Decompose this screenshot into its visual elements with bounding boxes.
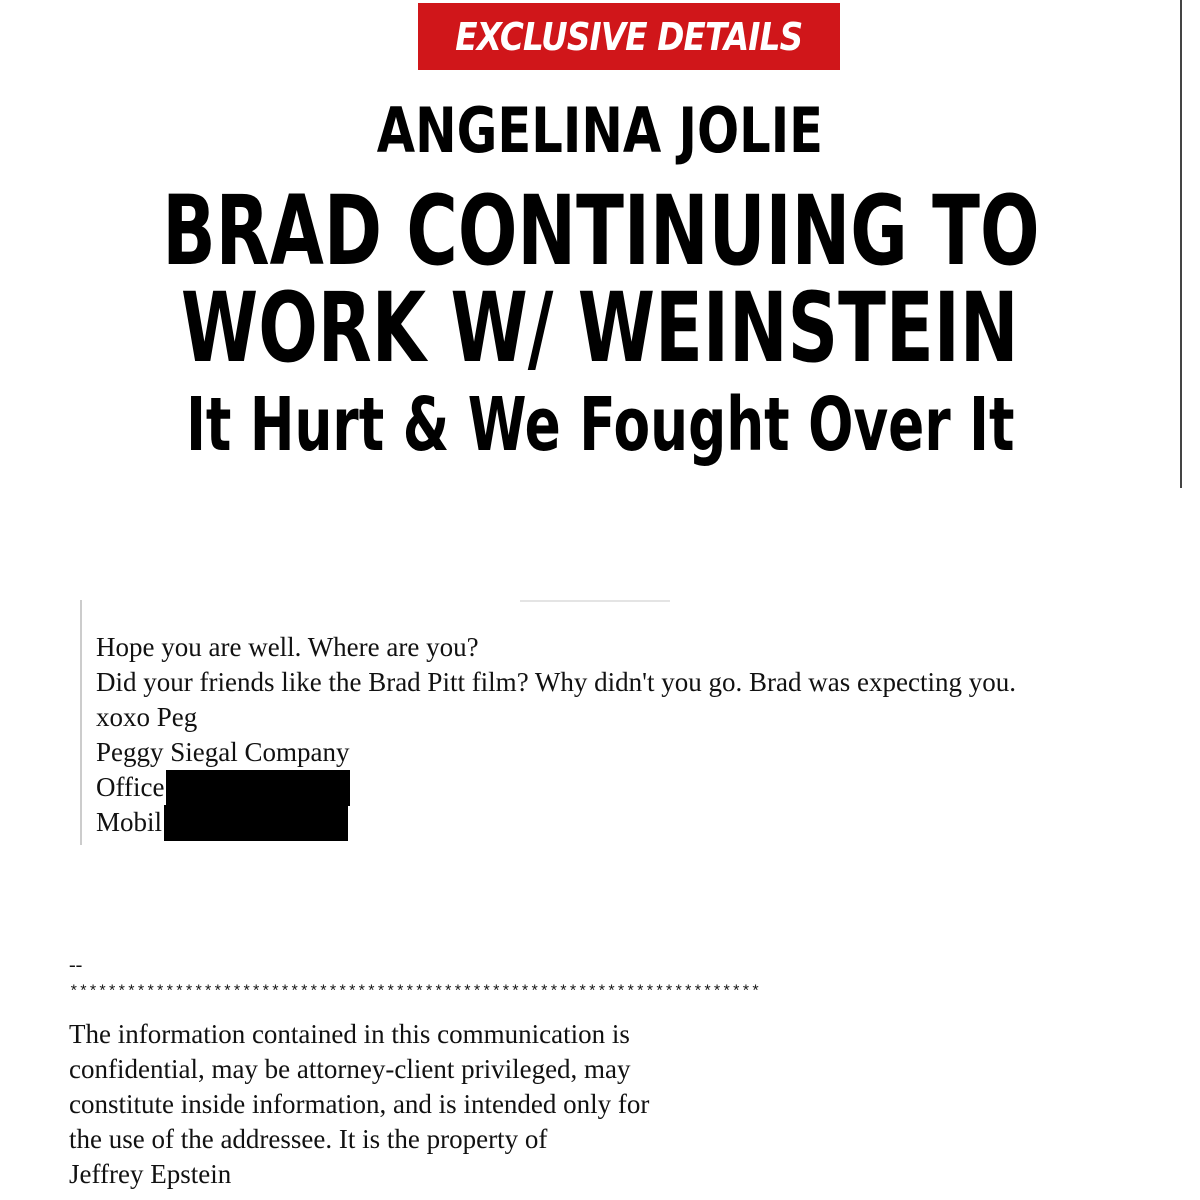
mobile-label: Mobil bbox=[96, 807, 163, 837]
badge-text: EXCLUSIVE DETAILS bbox=[455, 14, 803, 59]
headline-area bbox=[0, 0, 1200, 490]
email-line: Did your friends like the Brad Pitt film? Why didn't you go. Brad was expecting you. bbox=[96, 667, 1016, 697]
footer-line: Jeffrey Epstein bbox=[69, 1159, 232, 1189]
confidentiality-footer bbox=[69, 955, 1169, 1192]
scan-smudge bbox=[520, 600, 670, 602]
mobile-line bbox=[96, 805, 1016, 840]
exclusive-badge bbox=[418, 3, 840, 70]
headline-main-line-2 bbox=[0, 272, 1200, 384]
email-line: Peggy Siegal Company bbox=[96, 737, 350, 767]
office-redaction bbox=[166, 770, 350, 806]
headline-name-text: ANGELINA JOLIE bbox=[376, 94, 824, 167]
mobile-redaction bbox=[164, 805, 348, 841]
headline-main-line-1 bbox=[0, 175, 1200, 287]
star-separator: ************************************************************************ bbox=[69, 983, 761, 1001]
headline-subtitle bbox=[0, 382, 1200, 468]
footer-line: The information contained in this communication is bbox=[69, 1019, 630, 1049]
footer-line: constitute inside information, and is intended only for bbox=[69, 1089, 650, 1119]
email-body bbox=[96, 630, 1016, 840]
headline-subtitle-text: It Hurt & We Fought Over It bbox=[185, 382, 1015, 468]
footer-line: confidential, may be attorney-client privileged, may bbox=[69, 1054, 631, 1084]
quote-rule bbox=[80, 600, 82, 845]
headline-main-line-2-text: WORK W/ WEINSTEIN bbox=[181, 272, 1019, 384]
office-label: Office bbox=[96, 772, 165, 802]
headline-name bbox=[0, 94, 1200, 167]
email-line: Hope you are well. Where are you? bbox=[96, 632, 479, 662]
footer-line: the use of the addressee. It is the property of bbox=[69, 1124, 548, 1154]
office-line bbox=[96, 770, 1016, 805]
email-line: xoxo Peg bbox=[96, 702, 198, 732]
email-quote-block bbox=[80, 600, 1190, 845]
headline-main-line-1-text: BRAD CONTINUING TO bbox=[162, 175, 1040, 287]
signature-dashes: -- bbox=[69, 954, 83, 976]
